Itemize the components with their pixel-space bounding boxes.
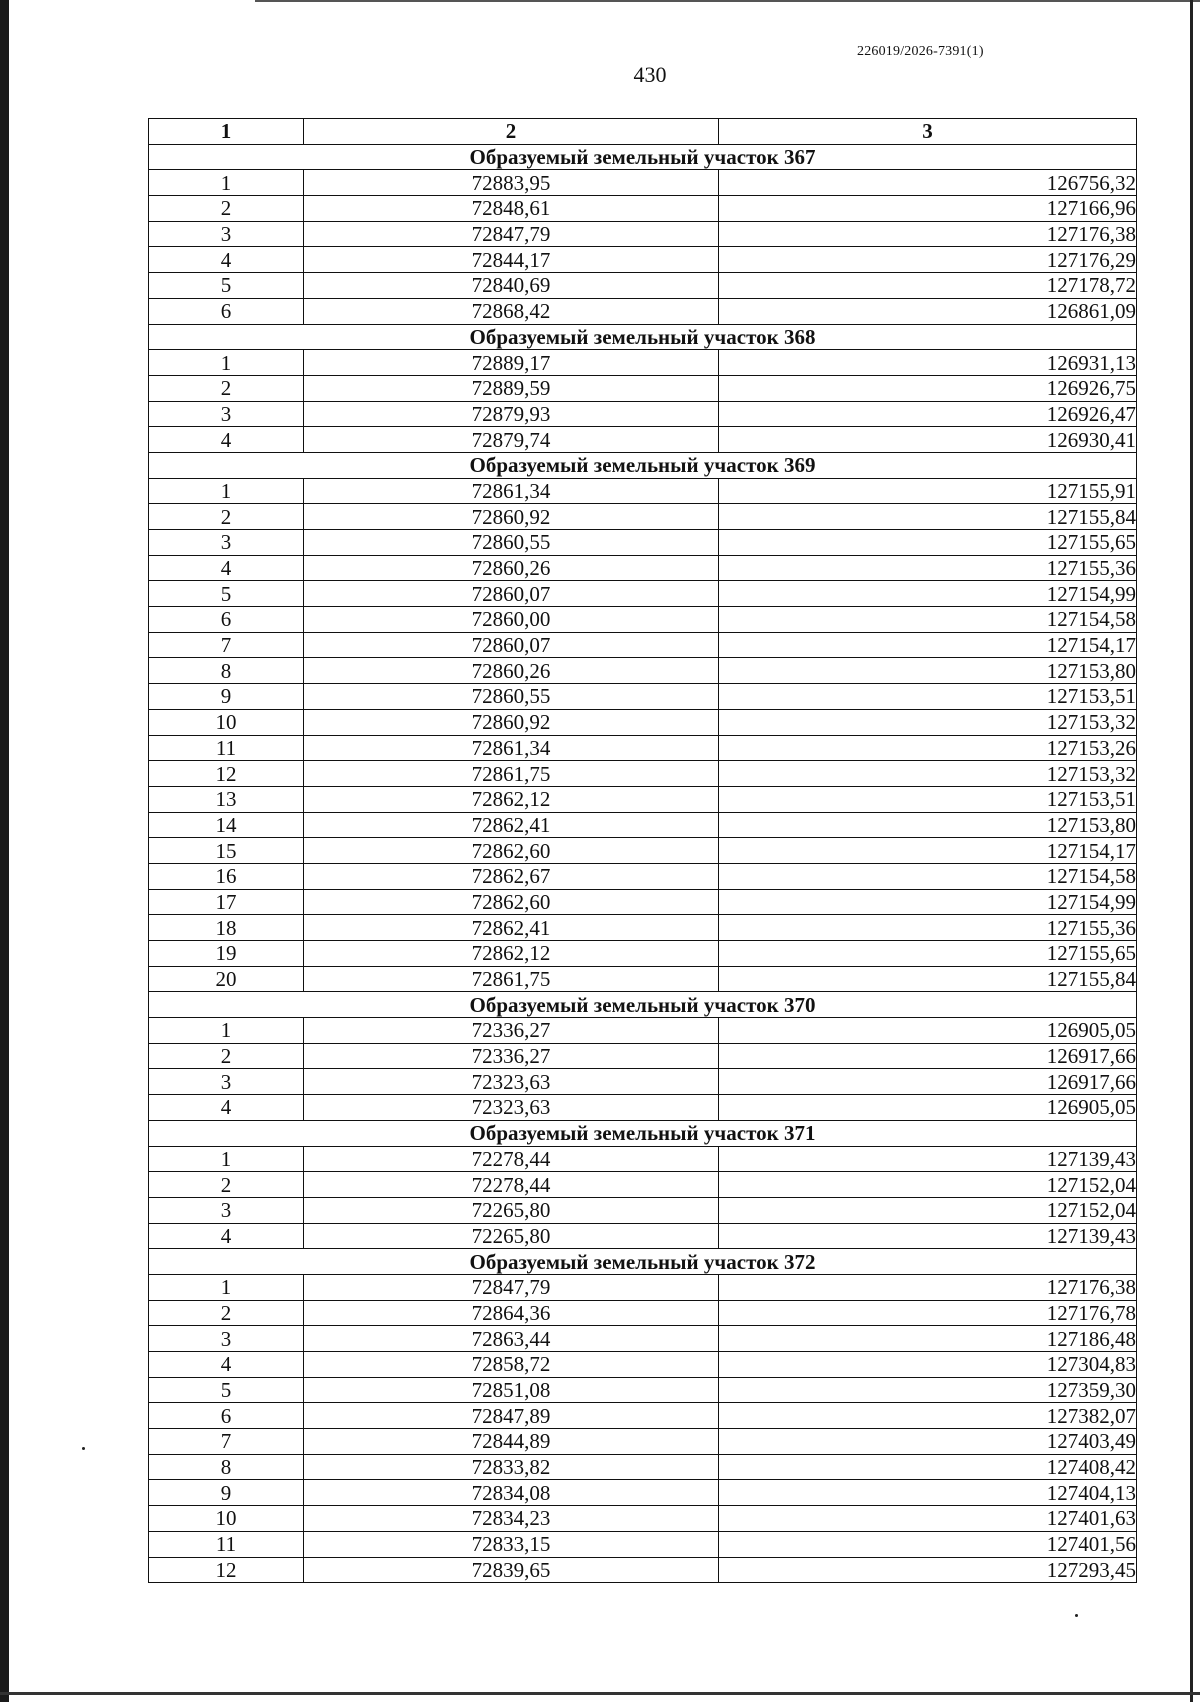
scan-edge-left — [0, 0, 9, 1702]
table-row — [149, 761, 1137, 787]
table-row — [149, 427, 1137, 453]
y-coordinate-cell: 127401,56 — [719, 1531, 1137, 1557]
point-number-cell: 13 — [149, 786, 304, 812]
column-header-x: 2 — [304, 119, 719, 145]
point-number-cell: 18 — [149, 915, 304, 941]
x-coordinate-cell: 72879,93 — [304, 401, 719, 427]
x-coordinate-cell: 72863,44 — [304, 1326, 719, 1352]
x-coordinate-cell: 72844,17 — [304, 247, 719, 273]
point-number-cell: 19 — [149, 941, 304, 967]
point-number-cell: 1 — [149, 1274, 304, 1300]
x-coordinate-cell: 72862,41 — [304, 915, 719, 941]
x-coordinate-cell: 72858,72 — [304, 1352, 719, 1378]
table-row — [149, 915, 1137, 941]
x-coordinate-cell: 72336,27 — [304, 1018, 719, 1044]
table-row — [149, 889, 1137, 915]
y-coordinate-cell: 127153,51 — [719, 786, 1137, 812]
x-coordinate-cell: 72840,69 — [304, 273, 719, 299]
y-coordinate-cell: 127359,30 — [719, 1377, 1137, 1403]
x-coordinate-cell: 72861,75 — [304, 761, 719, 787]
point-number-cell: 14 — [149, 812, 304, 838]
point-number-cell: 3 — [149, 1197, 304, 1223]
x-coordinate-cell: 72860,55 — [304, 530, 719, 556]
y-coordinate-cell: 127176,38 — [719, 221, 1137, 247]
table-row — [149, 350, 1137, 376]
point-number-cell: 11 — [149, 735, 304, 761]
x-coordinate-cell: 72860,07 — [304, 632, 719, 658]
point-number-cell: 2 — [149, 504, 304, 530]
table-row — [149, 375, 1137, 401]
y-coordinate-cell: 126756,32 — [719, 170, 1137, 196]
section-header-row — [149, 324, 1137, 350]
table-row — [149, 632, 1137, 658]
y-coordinate-cell: 127155,36 — [719, 915, 1137, 941]
scan-edge-bottom — [0, 1692, 1200, 1695]
table-row — [149, 530, 1137, 556]
x-coordinate-cell: 72889,59 — [304, 375, 719, 401]
x-coordinate-cell: 72839,65 — [304, 1557, 719, 1583]
table-row — [149, 1300, 1137, 1326]
x-coordinate-cell: 72860,26 — [304, 555, 719, 581]
point-number-cell: 3 — [149, 530, 304, 556]
table-header-row — [149, 119, 1137, 145]
x-coordinate-cell: 72847,89 — [304, 1403, 719, 1429]
table-row — [149, 863, 1137, 889]
x-coordinate-cell: 72847,79 — [304, 1274, 719, 1300]
point-number-cell: 8 — [149, 1454, 304, 1480]
point-number-cell: 9 — [149, 1480, 304, 1506]
point-number-cell: 12 — [149, 1557, 304, 1583]
x-coordinate-cell: 72864,36 — [304, 1300, 719, 1326]
x-coordinate-cell: 72862,12 — [304, 941, 719, 967]
table-row — [149, 1377, 1137, 1403]
point-number-cell: 2 — [149, 196, 304, 222]
y-coordinate-cell: 127293,45 — [719, 1557, 1137, 1583]
table-row — [149, 1018, 1137, 1044]
y-coordinate-cell: 126926,75 — [719, 375, 1137, 401]
y-coordinate-cell: 127382,07 — [719, 1403, 1137, 1429]
point-number-cell: 6 — [149, 607, 304, 633]
table-row — [149, 1352, 1137, 1378]
table-row — [149, 1274, 1137, 1300]
x-coordinate-cell: 72862,60 — [304, 838, 719, 864]
coordinates-table — [148, 118, 1137, 1583]
x-coordinate-cell: 72833,82 — [304, 1454, 719, 1480]
x-coordinate-cell: 72862,41 — [304, 812, 719, 838]
point-number-cell: 5 — [149, 1377, 304, 1403]
y-coordinate-cell: 127153,32 — [719, 761, 1137, 787]
table-row — [149, 709, 1137, 735]
table-row — [149, 1069, 1137, 1095]
section-title: Образуемый земельный участок 368 — [149, 324, 1137, 350]
y-coordinate-cell: 127166,96 — [719, 196, 1137, 222]
x-coordinate-cell: 72278,44 — [304, 1172, 719, 1198]
table-row — [149, 273, 1137, 299]
x-coordinate-cell: 72851,08 — [304, 1377, 719, 1403]
section-title: Образуемый земельный участок 372 — [149, 1249, 1137, 1275]
x-coordinate-cell: 72861,34 — [304, 735, 719, 761]
table-row — [149, 941, 1137, 967]
y-coordinate-cell: 127155,84 — [719, 966, 1137, 992]
section-header-row — [149, 144, 1137, 170]
point-number-cell: 4 — [149, 427, 304, 453]
point-number-cell: 15 — [149, 838, 304, 864]
point-number-cell: 17 — [149, 889, 304, 915]
point-number-cell: 6 — [149, 1403, 304, 1429]
y-coordinate-cell: 126917,66 — [719, 1043, 1137, 1069]
y-coordinate-cell: 127153,32 — [719, 709, 1137, 735]
x-coordinate-cell: 72860,55 — [304, 684, 719, 710]
table-row — [149, 607, 1137, 633]
y-coordinate-cell: 127155,91 — [719, 478, 1137, 504]
point-number-cell: 9 — [149, 684, 304, 710]
y-coordinate-cell: 127178,72 — [719, 273, 1137, 299]
point-number-cell: 3 — [149, 221, 304, 247]
point-number-cell: 20 — [149, 966, 304, 992]
point-number-cell: 11 — [149, 1531, 304, 1557]
table-row — [149, 478, 1137, 504]
y-coordinate-cell: 126930,41 — [719, 427, 1137, 453]
table-row — [149, 1095, 1137, 1121]
table-row — [149, 1043, 1137, 1069]
x-coordinate-cell: 72879,74 — [304, 427, 719, 453]
table-row — [149, 786, 1137, 812]
table-row — [149, 298, 1137, 324]
x-coordinate-cell: 72848,61 — [304, 196, 719, 222]
point-number-cell: 1 — [149, 478, 304, 504]
table-row — [149, 196, 1137, 222]
point-number-cell: 5 — [149, 581, 304, 607]
x-coordinate-cell: 72265,80 — [304, 1223, 719, 1249]
y-coordinate-cell: 127155,65 — [719, 941, 1137, 967]
y-coordinate-cell: 126861,09 — [719, 298, 1137, 324]
y-coordinate-cell: 126931,13 — [719, 350, 1137, 376]
y-coordinate-cell: 127154,58 — [719, 863, 1137, 889]
x-coordinate-cell: 72862,60 — [304, 889, 719, 915]
table-row — [149, 1429, 1137, 1455]
x-coordinate-cell: 72323,63 — [304, 1069, 719, 1095]
y-coordinate-cell: 127154,58 — [719, 607, 1137, 633]
x-coordinate-cell: 72323,63 — [304, 1095, 719, 1121]
section-header-row — [149, 992, 1137, 1018]
point-number-cell: 1 — [149, 1146, 304, 1172]
y-coordinate-cell: 127139,43 — [719, 1146, 1137, 1172]
y-coordinate-cell: 127304,83 — [719, 1352, 1137, 1378]
table-row — [149, 1531, 1137, 1557]
column-header-y: 3 — [719, 119, 1137, 145]
point-number-cell: 12 — [149, 761, 304, 787]
table-row — [149, 581, 1137, 607]
y-coordinate-cell: 126905,05 — [719, 1095, 1137, 1121]
point-number-cell: 4 — [149, 1223, 304, 1249]
y-coordinate-cell: 126917,66 — [719, 1069, 1137, 1095]
scan-speck — [82, 1447, 85, 1450]
table-row — [149, 1326, 1137, 1352]
table-row — [149, 1197, 1137, 1223]
x-coordinate-cell: 72860,92 — [304, 709, 719, 735]
point-number-cell: 3 — [149, 401, 304, 427]
table-row — [149, 1454, 1137, 1480]
table-row — [149, 555, 1137, 581]
y-coordinate-cell: 127152,04 — [719, 1172, 1137, 1198]
column-header-point: 1 — [149, 119, 304, 145]
section-title: Образуемый земельный участок 371 — [149, 1120, 1137, 1146]
y-coordinate-cell: 127155,84 — [719, 504, 1137, 530]
y-coordinate-cell: 127176,29 — [719, 247, 1137, 273]
table-row — [149, 658, 1137, 684]
point-number-cell: 1 — [149, 170, 304, 196]
point-number-cell: 4 — [149, 247, 304, 273]
y-coordinate-cell: 127186,48 — [719, 1326, 1137, 1352]
x-coordinate-cell: 72860,07 — [304, 581, 719, 607]
x-coordinate-cell: 72834,08 — [304, 1480, 719, 1506]
table-row — [149, 1146, 1137, 1172]
y-coordinate-cell: 127408,42 — [719, 1454, 1137, 1480]
point-number-cell: 7 — [149, 632, 304, 658]
section-title: Образуемый земельный участок 370 — [149, 992, 1137, 1018]
y-coordinate-cell: 127153,51 — [719, 684, 1137, 710]
x-coordinate-cell: 72861,75 — [304, 966, 719, 992]
x-coordinate-cell: 72860,00 — [304, 607, 719, 633]
x-coordinate-cell: 72847,79 — [304, 221, 719, 247]
y-coordinate-cell: 127403,49 — [719, 1429, 1137, 1455]
x-coordinate-cell: 72862,12 — [304, 786, 719, 812]
table-row — [149, 1480, 1137, 1506]
y-coordinate-cell: 127154,99 — [719, 889, 1137, 915]
scan-edge-right — [1190, 0, 1193, 1702]
table-row — [149, 735, 1137, 761]
x-coordinate-cell: 72889,17 — [304, 350, 719, 376]
x-coordinate-cell: 72278,44 — [304, 1146, 719, 1172]
section-title: Образуемый земельный участок 367 — [149, 144, 1137, 170]
page-number: 430 — [633, 62, 667, 87]
y-coordinate-cell: 126926,47 — [719, 401, 1137, 427]
x-coordinate-cell: 72860,26 — [304, 658, 719, 684]
section-header-row — [149, 452, 1137, 478]
y-coordinate-cell: 127176,78 — [719, 1300, 1137, 1326]
table-row — [149, 1557, 1137, 1583]
x-coordinate-cell: 72860,92 — [304, 504, 719, 530]
y-coordinate-cell: 127139,43 — [719, 1223, 1137, 1249]
table-row — [149, 684, 1137, 710]
table-row — [149, 966, 1137, 992]
table-row — [149, 401, 1137, 427]
y-coordinate-cell: 127154,17 — [719, 838, 1137, 864]
y-coordinate-cell: 127401,63 — [719, 1506, 1137, 1532]
document-reference: 226019/2026-7391(1) — [857, 44, 984, 59]
section-title: Образуемый земельный участок 369 — [149, 452, 1137, 478]
point-number-cell: 7 — [149, 1429, 304, 1455]
point-number-cell: 1 — [149, 350, 304, 376]
section-header-row — [149, 1249, 1137, 1275]
point-number-cell: 3 — [149, 1326, 304, 1352]
y-coordinate-cell: 127176,38 — [719, 1274, 1137, 1300]
x-coordinate-cell: 72861,34 — [304, 478, 719, 504]
section-header-row — [149, 1120, 1137, 1146]
table-row — [149, 1506, 1137, 1532]
point-number-cell: 4 — [149, 1352, 304, 1378]
scan-speck — [1075, 1614, 1078, 1617]
y-coordinate-cell: 127153,80 — [719, 812, 1137, 838]
y-coordinate-cell: 127155,65 — [719, 530, 1137, 556]
x-coordinate-cell: 72844,89 — [304, 1429, 719, 1455]
table-row — [149, 838, 1137, 864]
y-coordinate-cell: 127404,13 — [719, 1480, 1137, 1506]
point-number-cell: 2 — [149, 375, 304, 401]
point-number-cell: 6 — [149, 298, 304, 324]
y-coordinate-cell: 127155,36 — [719, 555, 1137, 581]
point-number-cell: 2 — [149, 1043, 304, 1069]
y-coordinate-cell: 127154,17 — [719, 632, 1137, 658]
x-coordinate-cell: 72862,67 — [304, 863, 719, 889]
y-coordinate-cell: 127153,26 — [719, 735, 1137, 761]
point-number-cell: 5 — [149, 273, 304, 299]
x-coordinate-cell: 72833,15 — [304, 1531, 719, 1557]
point-number-cell: 10 — [149, 1506, 304, 1532]
table-row — [149, 812, 1137, 838]
x-coordinate-cell: 72265,80 — [304, 1197, 719, 1223]
table-row — [149, 1223, 1137, 1249]
table-row — [149, 221, 1137, 247]
point-number-cell: 4 — [149, 1095, 304, 1121]
table-row — [149, 247, 1137, 273]
point-number-cell: 2 — [149, 1172, 304, 1198]
y-coordinate-cell: 127152,04 — [719, 1197, 1137, 1223]
coordinates-table-container — [148, 118, 1136, 1583]
y-coordinate-cell: 127153,80 — [719, 658, 1137, 684]
table-body — [149, 144, 1137, 1583]
point-number-cell: 1 — [149, 1018, 304, 1044]
point-number-cell: 4 — [149, 555, 304, 581]
scan-edge-top — [255, 0, 1200, 2]
point-number-cell: 16 — [149, 863, 304, 889]
table-row — [149, 1403, 1137, 1429]
x-coordinate-cell: 72834,23 — [304, 1506, 719, 1532]
point-number-cell: 8 — [149, 658, 304, 684]
point-number-cell: 10 — [149, 709, 304, 735]
point-number-cell: 3 — [149, 1069, 304, 1095]
table-row — [149, 1172, 1137, 1198]
y-coordinate-cell: 126905,05 — [719, 1018, 1137, 1044]
x-coordinate-cell: 72336,27 — [304, 1043, 719, 1069]
table-row — [149, 170, 1137, 196]
x-coordinate-cell: 72883,95 — [304, 170, 719, 196]
x-coordinate-cell: 72868,42 — [304, 298, 719, 324]
y-coordinate-cell: 127154,99 — [719, 581, 1137, 607]
table-row — [149, 504, 1137, 530]
point-number-cell: 2 — [149, 1300, 304, 1326]
